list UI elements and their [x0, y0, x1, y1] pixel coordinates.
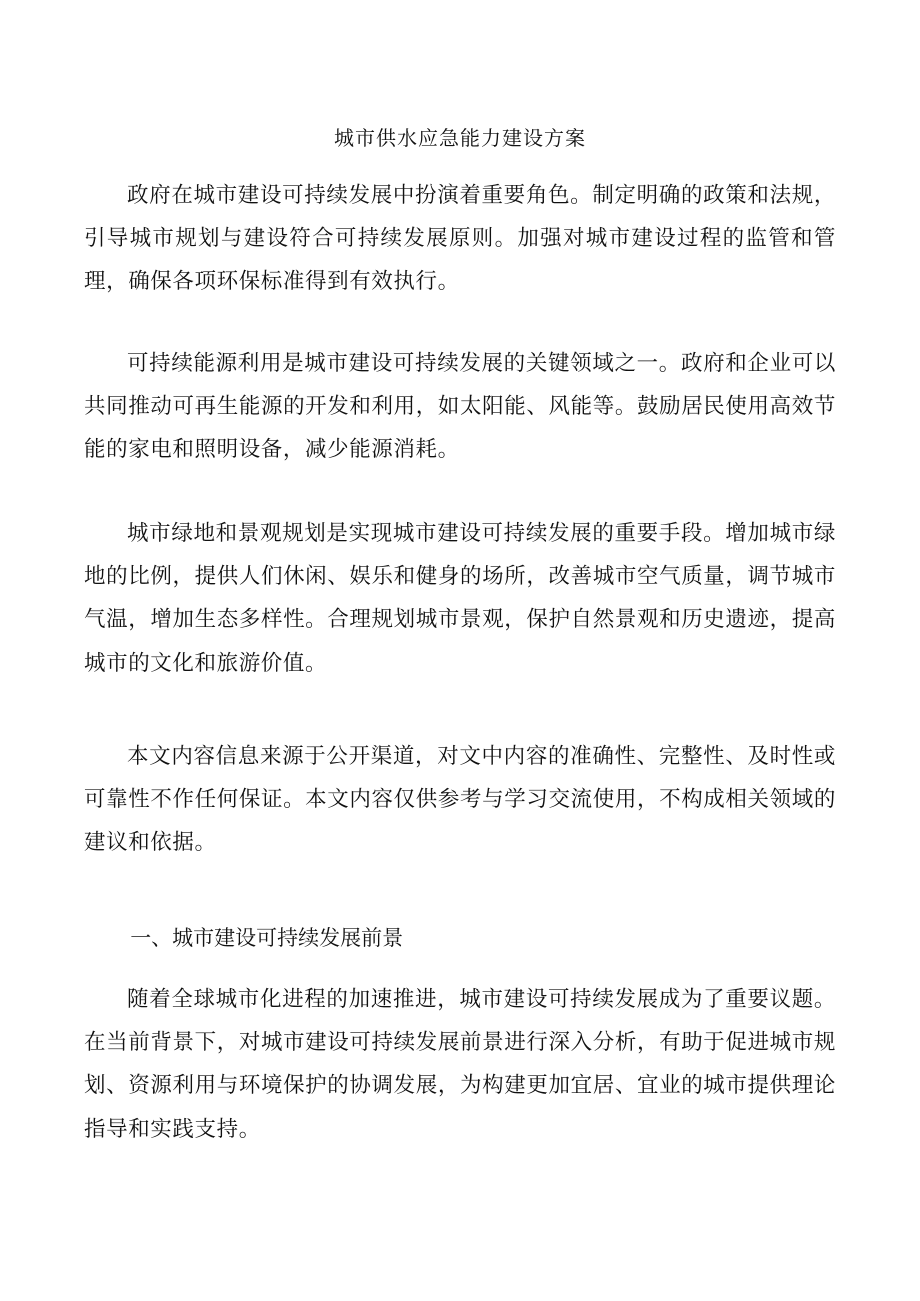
- paragraph-green-space: 城市绿地和景观规划是实现城市建设可持续发展的重要手段。增加城市绿地的比例，提供人们休闲、娱乐和健身的场所，改善城市空气质量，调节城市气温，增加生态多样性。合理规划城市景观，保护自然景观和历史遗迹，提高城市的文化和旅游价值。: [84, 521, 836, 676]
- document-title: 城市供水应急能力建设方案: [334, 126, 586, 150]
- section-heading: 一、城市建设可持续发展前景: [130, 926, 404, 950]
- paragraph-sustainable-energy: 可持续能源利用是城市建设可持续发展的关键领域之一。政府和企业可以共同推动可再生能源的开发和利用，如太阳能、风能等。鼓励居民使用高效节能的家电和照明设备，减少能源消耗。: [84, 351, 836, 463]
- paragraph-disclaimer: 本文内容信息来源于公开渠道，对文中内容的准确性、完整性、及时性或可靠性不作任何保证。本文内容仅供参考与学习交流使用，不构成相关领域的建议和依据。: [84, 744, 836, 856]
- paragraph-section-body: 随着全球城市化进程的加速推进，城市建设可持续发展成为了重要议题。在当前背景下，对城市建设可持续发展前景进行深入分析，有助于促进城市规划、资源利用与环境保护的协调发展，为构建更加宜居、宜业的城市提供理论指导和实践支持。: [84, 987, 836, 1142]
- paragraph-government-role: 政府在城市建设可持续发展中扮演着重要角色。制定明确的政策和法规，引导城市规划与建设符合可持续发展原则。加强对城市建设过程的监管和管理，确保各项环保标准得到有效执行。: [84, 183, 836, 295]
